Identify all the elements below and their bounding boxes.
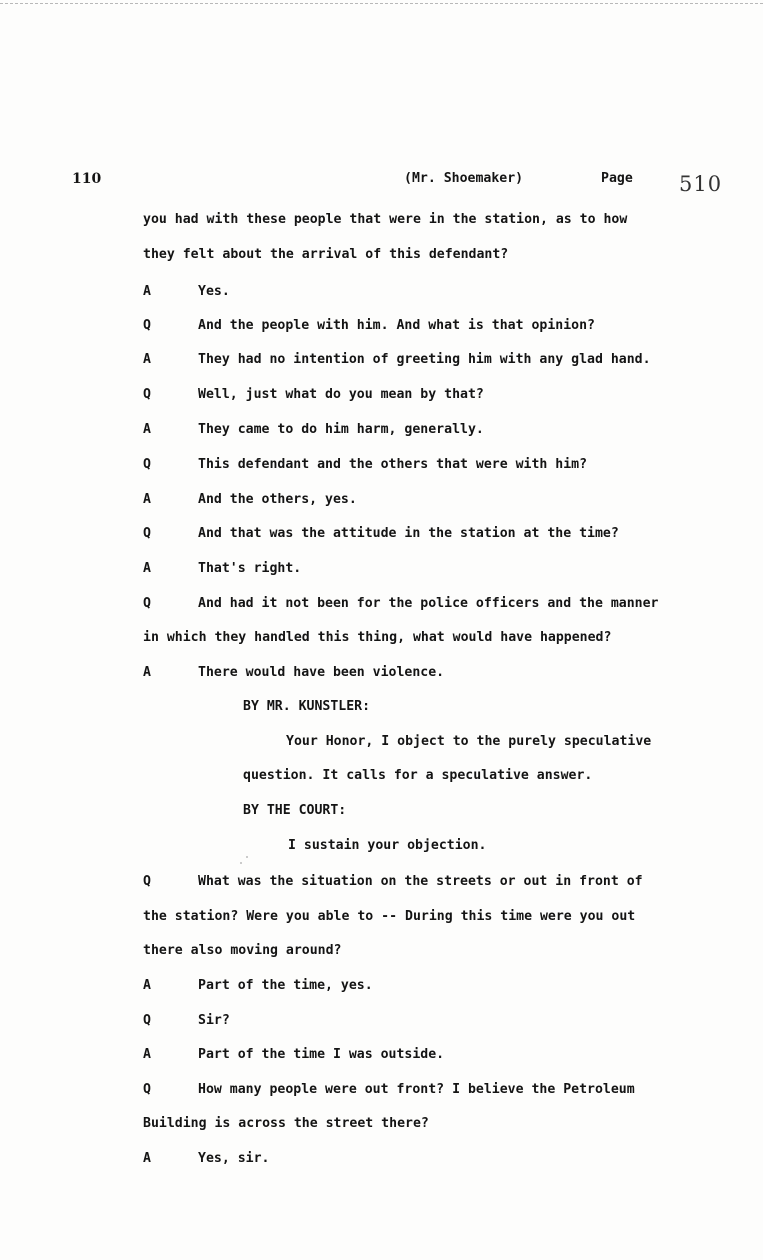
line-text: BY THE COURT: <box>243 803 347 818</box>
line-text: in which they handled this thing, what would have happened? <box>143 630 612 645</box>
line-text: Part of the time, yes. <box>198 978 373 993</box>
line-text: And the others, yes. <box>198 492 357 507</box>
transcript-line <box>0 558 763 580</box>
page-label: Page <box>601 171 633 186</box>
speaker-marker: A <box>143 352 151 367</box>
transcript-line <box>0 731 763 753</box>
speaker-marker: A <box>143 422 151 437</box>
transcript-line <box>0 627 763 649</box>
transcript-line <box>0 315 763 337</box>
line-text: How many people were out front? I believe the Petroleum <box>198 1082 635 1097</box>
transcript-line <box>0 800 763 822</box>
transcript-line <box>0 940 763 962</box>
transcript-line <box>0 696 763 718</box>
line-text: there also moving around? <box>143 943 342 958</box>
transcript-line <box>0 384 763 406</box>
transcript-line <box>0 835 763 857</box>
line-text: They came to do him harm, generally. <box>198 422 484 437</box>
speaker-marker: A <box>143 978 151 993</box>
line-text: Yes, sir. <box>198 1151 270 1166</box>
line-text: Yes. <box>198 284 230 299</box>
transcript-line <box>0 349 763 371</box>
line-text: And the people with him. And what is that opinion? <box>198 318 595 333</box>
transcript-line <box>0 489 763 511</box>
transcript-line <box>0 593 763 615</box>
line-text: That's right. <box>198 561 302 576</box>
page-number: 510 <box>679 172 723 196</box>
speaker-marker: A <box>143 1151 151 1166</box>
transcript-line <box>0 975 763 997</box>
transcript-line <box>0 1079 763 1101</box>
line-text: Building is across the street there? <box>143 1116 429 1131</box>
line-text: And that was the attitude in the station at the time? <box>198 526 619 541</box>
speaker-header: (Mr. Shoemaker) <box>404 171 524 186</box>
scan-speck <box>240 862 242 864</box>
line-text: There would have been violence. <box>198 665 445 680</box>
speaker-marker: Q <box>143 526 151 541</box>
speaker-marker: Q <box>143 1013 151 1028</box>
line-text: What was the situation on the streets or out in front of <box>198 874 643 889</box>
line-text: This defendant and the others that were with him? <box>198 457 588 472</box>
speaker-marker: A <box>143 1047 151 1062</box>
transcript-line <box>0 1044 763 1066</box>
speaker-marker: A <box>143 284 151 299</box>
speaker-marker: Q <box>143 596 151 611</box>
line-text: I sustain your objection. <box>288 838 487 853</box>
transcript-line-number: 110 <box>72 171 102 187</box>
transcript-line <box>0 871 763 893</box>
line-text: the station? Were you able to -- During this time were you out <box>143 909 636 924</box>
line-text: question. It calls for a speculative answer. <box>243 768 593 783</box>
top-border-rule <box>0 3 763 4</box>
speaker-marker: A <box>143 492 151 507</box>
speaker-marker: Q <box>143 457 151 472</box>
line-text: Well, just what do you mean by that? <box>198 387 484 402</box>
transcript-line <box>0 765 763 787</box>
line-text: And had it not been for the police officers and the manner <box>198 596 659 611</box>
line-text: BY MR. KUNSTLER: <box>243 699 371 714</box>
speaker-marker: A <box>143 665 151 680</box>
transcript-line <box>0 454 763 476</box>
line-text: Your Honor, I object to the purely speculative <box>286 734 652 749</box>
speaker-marker: Q <box>143 874 151 889</box>
transcript-line <box>0 523 763 545</box>
line-text: they felt about the arrival of this defendant? <box>143 247 509 262</box>
transcript-line <box>0 1148 763 1170</box>
transcript-line <box>0 1113 763 1135</box>
scan-speck <box>246 856 248 858</box>
line-text: They had no intention of greeting him with any glad hand. <box>198 352 651 367</box>
line-text: Sir? <box>198 1013 230 1028</box>
transcript-line <box>0 281 763 303</box>
transcript-line <box>0 906 763 928</box>
speaker-marker: A <box>143 561 151 576</box>
transcript-line <box>0 1010 763 1032</box>
transcript-line <box>0 662 763 684</box>
speaker-marker: Q <box>143 1082 151 1097</box>
line-text: Part of the time I was outside. <box>198 1047 445 1062</box>
transcript-line <box>0 209 763 231</box>
speaker-marker: Q <box>143 318 151 333</box>
transcript-line <box>0 419 763 441</box>
transcript-line <box>0 244 763 266</box>
speaker-marker: Q <box>143 387 151 402</box>
line-text: you had with these people that were in the station, as to how <box>143 212 628 227</box>
